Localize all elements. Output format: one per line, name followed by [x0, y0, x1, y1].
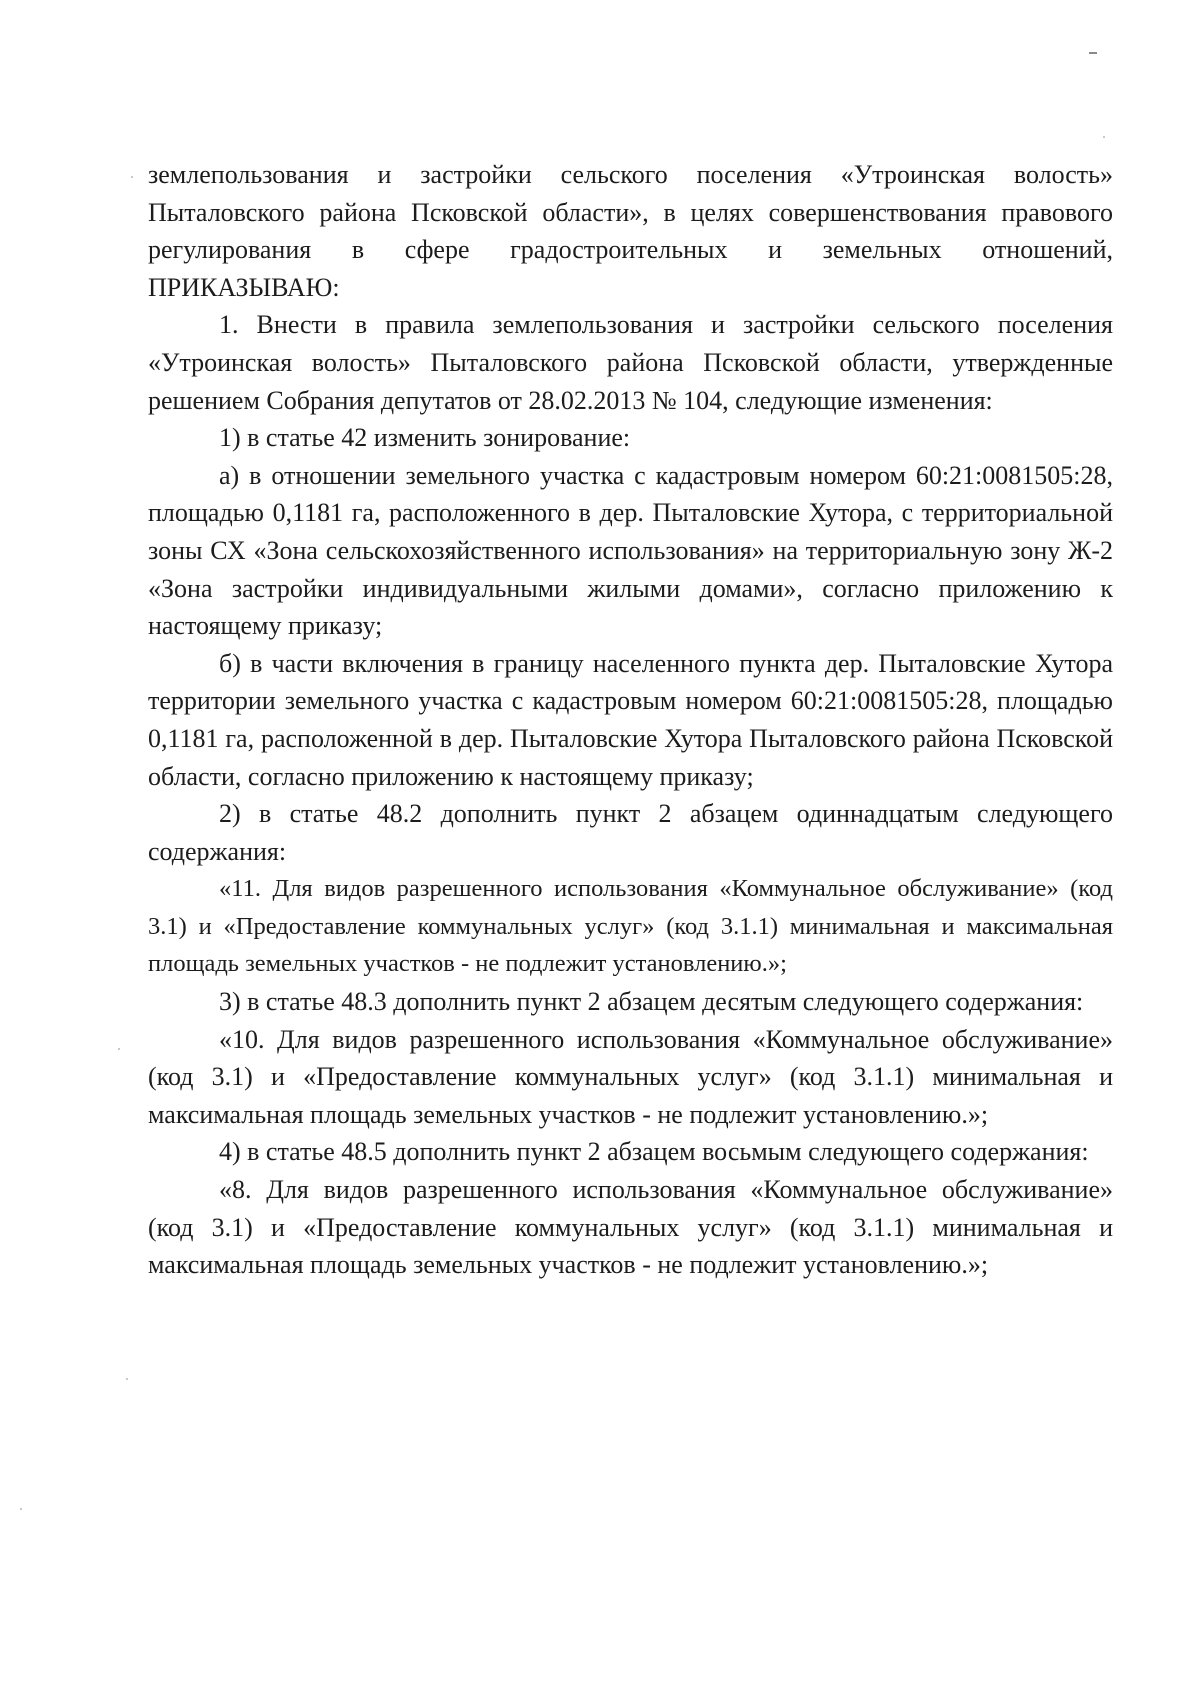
- scan-speck: [126, 1378, 128, 1380]
- document-body: [148, 156, 1113, 1284]
- item-2-quote-paragraph: «11. Для видов разрешенного использования «Коммунальное обслуживание» (код 3.1) и «Предоставление коммунальных услуг» (код 3.1.1) минимальная и максимальная площадь земельных участков - не подлежит установлению.»;: [148, 875, 1113, 978]
- item-3-quote-paragraph: «10. Для видов разрешенного использования «Коммунальное обслуживание» (код 3.1) и «Предоставление коммунальных услуг» (код 3.1.1) минимальная и максимальная площадь земельных участков - не подлежит установлению.»;: [148, 1024, 1113, 1129]
- item-2-paragraph: 2) в статье 48.2 дополнить пункт 2 абзацем одиннадцатым следующего содержания:: [148, 799, 1113, 866]
- order-heading: ПРИКАЗЫВАЮ:: [148, 272, 340, 302]
- item-1-1-paragraph: 1) в статье 42 изменить зонирование:: [219, 423, 631, 453]
- item-4-quote-paragraph: «8. Для видов разрешенного использования «Коммунальное обслуживание» (код 3.1) и «Предоставление коммунальных услуг» (код 3.1.1) минимальная и максимальная площадь земельных участков - не подлежит установлению.»;: [148, 1175, 1113, 1280]
- scan-speck: [20, 1508, 22, 1510]
- item-1-1-b-paragraph: б) в части включения в границу населенного пункта дер. Пыталовские Хутора территории земельного участка с кадастровым номером 60:21:0081505:28, площадью 0,1181 га, расположенной в дер. Пыталовские Хутора Пыталовского района Псковской области, согласно приложению к настоящему приказу;: [148, 648, 1113, 791]
- item-4-paragraph: 4) в статье 48.5 дополнить пункт 2 абзацем восьмым следующего содержания:: [219, 1137, 1089, 1167]
- scan-speck: [118, 1048, 120, 1050]
- intro-paragraph: землепользования и застройки сельского поселения «Утроинская волость» Пыталовского района Псковской области», в целях совершенствования правового регулирования в сфере градостроительных и земельных отношений,: [148, 160, 1113, 265]
- scan-speck: [131, 176, 133, 178]
- item-1-paragraph: 1. Внести в правила землепользования и застройки сельского поселения «Утроинская волость» Пыталовского района Псковской области, утвержденные решением Собрания депутатов от 28.02.2013 № 104, следующие изменения:: [148, 310, 1113, 415]
- item-1-1-a-paragraph: а) в отношении земельного участка с кадастровым номером 60:21:0081505:28, площадью 0,1181 га, расположенного в дер. Пыталовские Хутора, с территориальной зоны СХ «Зона сельскохозяйственного использования» на территориальную зону Ж-2 «Зона застройки индивидуальными жилыми домами», согласно приложению к настоящему приказу;: [148, 460, 1113, 641]
- scan-speck: [1103, 136, 1105, 138]
- scan-mark: [1089, 52, 1097, 54]
- item-3-paragraph: 3) в статье 48.3 дополнить пункт 2 абзацем десятым следующего содержания:: [219, 987, 1084, 1017]
